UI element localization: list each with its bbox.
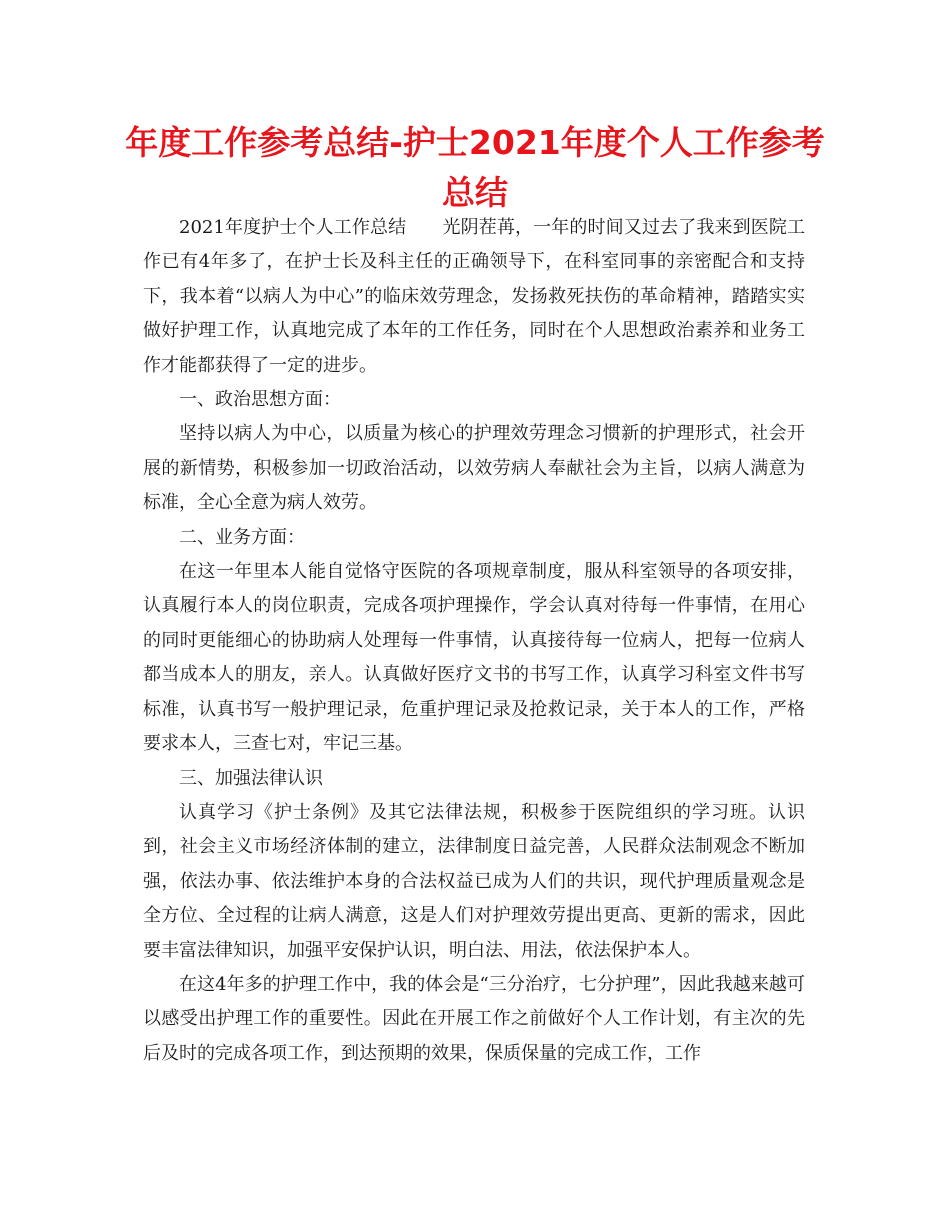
section-heading-political: 一、政治思想方面： <box>179 389 341 411</box>
paragraph-experience: 在这4年多的护理工作中，我的体会是“三分治疗，七分护理”，因此我越来越可以感受出护理工作的重要性。因此在开展工作之前做好个人工作计划，有主次的先后及时的完成各项工作，到达预期的效果，保质保量的完成工作，工作 <box>143 973 805 1064</box>
section-heading-business: 二、业务方面： <box>179 526 305 548</box>
document-body <box>143 211 805 1071</box>
paragraph-business: 在这一年里本人能自觉恪守医院的各项规章制度，服从科室领导的各项安排，认真履行本人的岗位职责，完成各项护理操作，学会认真对待每一件事情，在用心的同时更能细心的协助病人处理每一件事情，认真接待每一位病人，把每一位病人都当成本人的朋友，亲人。认真做好医疗文书的书写工作，认真学习科室文件书写标准，认真书写一般护理记录，危重护理记录及抢救记录，关于本人的工作，严格要求本人，三查七对，牢记三基。 <box>143 561 805 755</box>
paragraph-intro: 2021年度护士个人工作总结 光阴茬苒，一年的时间又过去了我来到医院工作已有4年多了，在护士长及科主任的正确领导下，在科室同事的亲密配合和支持下，我本着“以病人为中心”的临床效劳理念，发扬救死扶伤的革命精神，踏踏实实做好护理工作，认真地完成了本年的工作任务，同时在个人思想政治素养和业务工作才能都获得了一定的进步。 <box>143 217 805 376</box>
paragraph-law: 认真学习《护士条例》及其它法律法规，积极参于医院组织的学习班。认识到，社会主义市场经济体制的建立，法律制度日益完善，人民群众法制观念不断加强，依法办事、依法维护本身的合法权益已成为人们的共识，现代护理质量观念是全方位、全过程的让病人满意，这是人们对护理效劳提出更高、更新的需求，因此要丰富法律知识，加强平安保护认识，明白法、用法，依法保护本人。 <box>143 801 805 961</box>
section-heading-law: 三、加强法律认识 <box>179 767 323 789</box>
paragraph-political: 坚持以病人为中心，以质量为核心的护理效劳理念习惯新的护理形式，社会开展的新情势，积极参加一切政治活动，以效劳病人奉献社会为主旨，以病人满意为标准，全心全意为病人效劳。 <box>143 423 805 514</box>
document-title: 年度工作参考总结-护士2021年度个人工作参考总结 <box>125 123 825 212</box>
